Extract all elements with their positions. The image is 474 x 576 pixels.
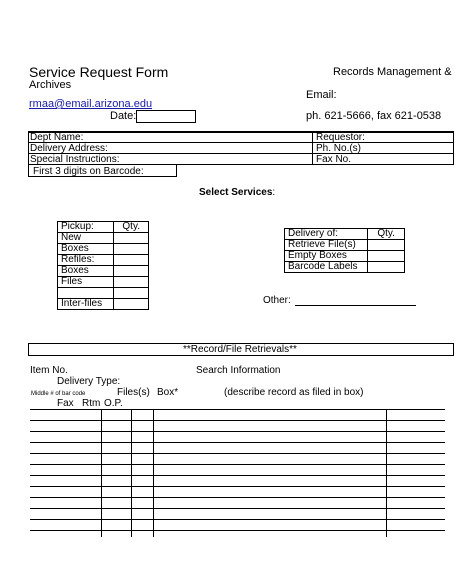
describe-record-header: (describe record as filed in box)	[224, 387, 364, 398]
item-no-header: Item No.	[30, 365, 68, 376]
service-label: Boxes	[58, 244, 114, 255]
select-services-heading: Select Services:	[199, 187, 276, 198]
service-row	[58, 288, 149, 299]
service-label: New	[58, 233, 114, 244]
phone-no-label: Ph. No.(s)	[316, 143, 362, 154]
date-label: Date:	[110, 110, 137, 122]
service-row	[58, 266, 149, 277]
quantity-cell[interactable]	[368, 262, 405, 273]
service-label: Empty Boxes	[285, 251, 368, 262]
retrieval-row-line	[30, 420, 445, 421]
fax-no-label: Fax No.	[316, 154, 352, 165]
search-information-header: Search Information	[196, 365, 281, 376]
retrievals-banner	[28, 343, 454, 356]
service-label: Barcode Labels	[285, 262, 368, 273]
quantity-cell[interactable]	[114, 233, 149, 244]
service-label: Files	[58, 277, 114, 288]
rtm-header: Rtm	[82, 398, 101, 409]
service-label: Boxes	[58, 266, 114, 277]
quantity-cell[interactable]	[114, 266, 149, 277]
retrieval-row-line	[30, 475, 445, 476]
service-row	[285, 240, 405, 251]
other-input-line[interactable]	[295, 305, 416, 306]
retrieval-row-line	[30, 453, 445, 454]
retrieval-row-line	[30, 442, 445, 443]
dept-name-label: Dept Name:	[30, 132, 84, 143]
retrievals-banner-text: **Record/File Retrievals**	[183, 344, 297, 355]
box-header: Box*	[157, 387, 179, 398]
quantity-cell[interactable]	[114, 288, 149, 299]
pickup-services-table	[57, 221, 149, 310]
fax-header: Fax	[57, 398, 74, 409]
date-field[interactable]	[136, 110, 196, 123]
files-header: Files(s)	[117, 387, 150, 398]
quantity-cell[interactable]	[114, 255, 149, 266]
email-label: Email:	[306, 89, 337, 101]
retrieval-row-line	[30, 530, 445, 531]
service-row	[58, 299, 149, 310]
service-label: Delivery of:	[285, 229, 368, 240]
service-row	[58, 244, 149, 255]
service-row	[285, 229, 405, 240]
service-label: Pickup:	[58, 222, 114, 233]
retrieval-row-line	[30, 508, 445, 509]
quantity-cell[interactable]	[368, 240, 405, 251]
retrieval-row-line	[30, 431, 445, 432]
retrieval-row-line	[30, 464, 445, 465]
other-label: Other:	[263, 295, 291, 306]
service-label: Inter-files	[58, 299, 114, 310]
retrieval-row-line	[30, 486, 445, 487]
service-row	[58, 255, 149, 266]
delivery-type-header: Delivery Type:	[57, 376, 121, 387]
delivery-address-label: Delivery Address:	[30, 143, 108, 154]
special-instructions-label: Special Instructions:	[30, 154, 120, 165]
service-row	[58, 233, 149, 244]
quantity-cell[interactable]: Qty.	[368, 229, 405, 240]
quantity-cell[interactable]	[114, 299, 149, 310]
service-label	[58, 288, 114, 299]
retrieval-row-line	[30, 519, 445, 520]
email-link[interactable]: rmaa@email.arizona.edu	[29, 98, 153, 110]
service-row	[285, 262, 405, 273]
retrieval-row-line	[30, 497, 445, 498]
service-row	[285, 251, 405, 262]
phone-fax: ph. 621-5666, fax 621-0538	[306, 110, 442, 122]
barcode-label: First 3 digits on Barcode:	[33, 166, 144, 177]
requestor-label: Requestor:	[316, 132, 365, 143]
department-name: Records Management &	[333, 66, 452, 78]
quantity-cell[interactable]	[114, 277, 149, 288]
service-label: Refiles:	[58, 255, 114, 266]
delivery-services-table	[284, 228, 405, 273]
retrieval-row-line	[30, 409, 445, 410]
service-row	[58, 222, 149, 233]
quantity-cell[interactable]: Qty.	[114, 222, 149, 233]
quantity-cell[interactable]	[368, 251, 405, 262]
form-title: Service Request Form	[29, 64, 169, 80]
service-label: Retrieve File(s)	[285, 240, 368, 251]
op-header: O.P.	[104, 398, 123, 409]
quantity-cell[interactable]	[114, 244, 149, 255]
department-name-continued: Archives	[29, 79, 72, 91]
middle-barcode-header: Middle # of bar code	[31, 391, 86, 397]
service-row	[58, 277, 149, 288]
